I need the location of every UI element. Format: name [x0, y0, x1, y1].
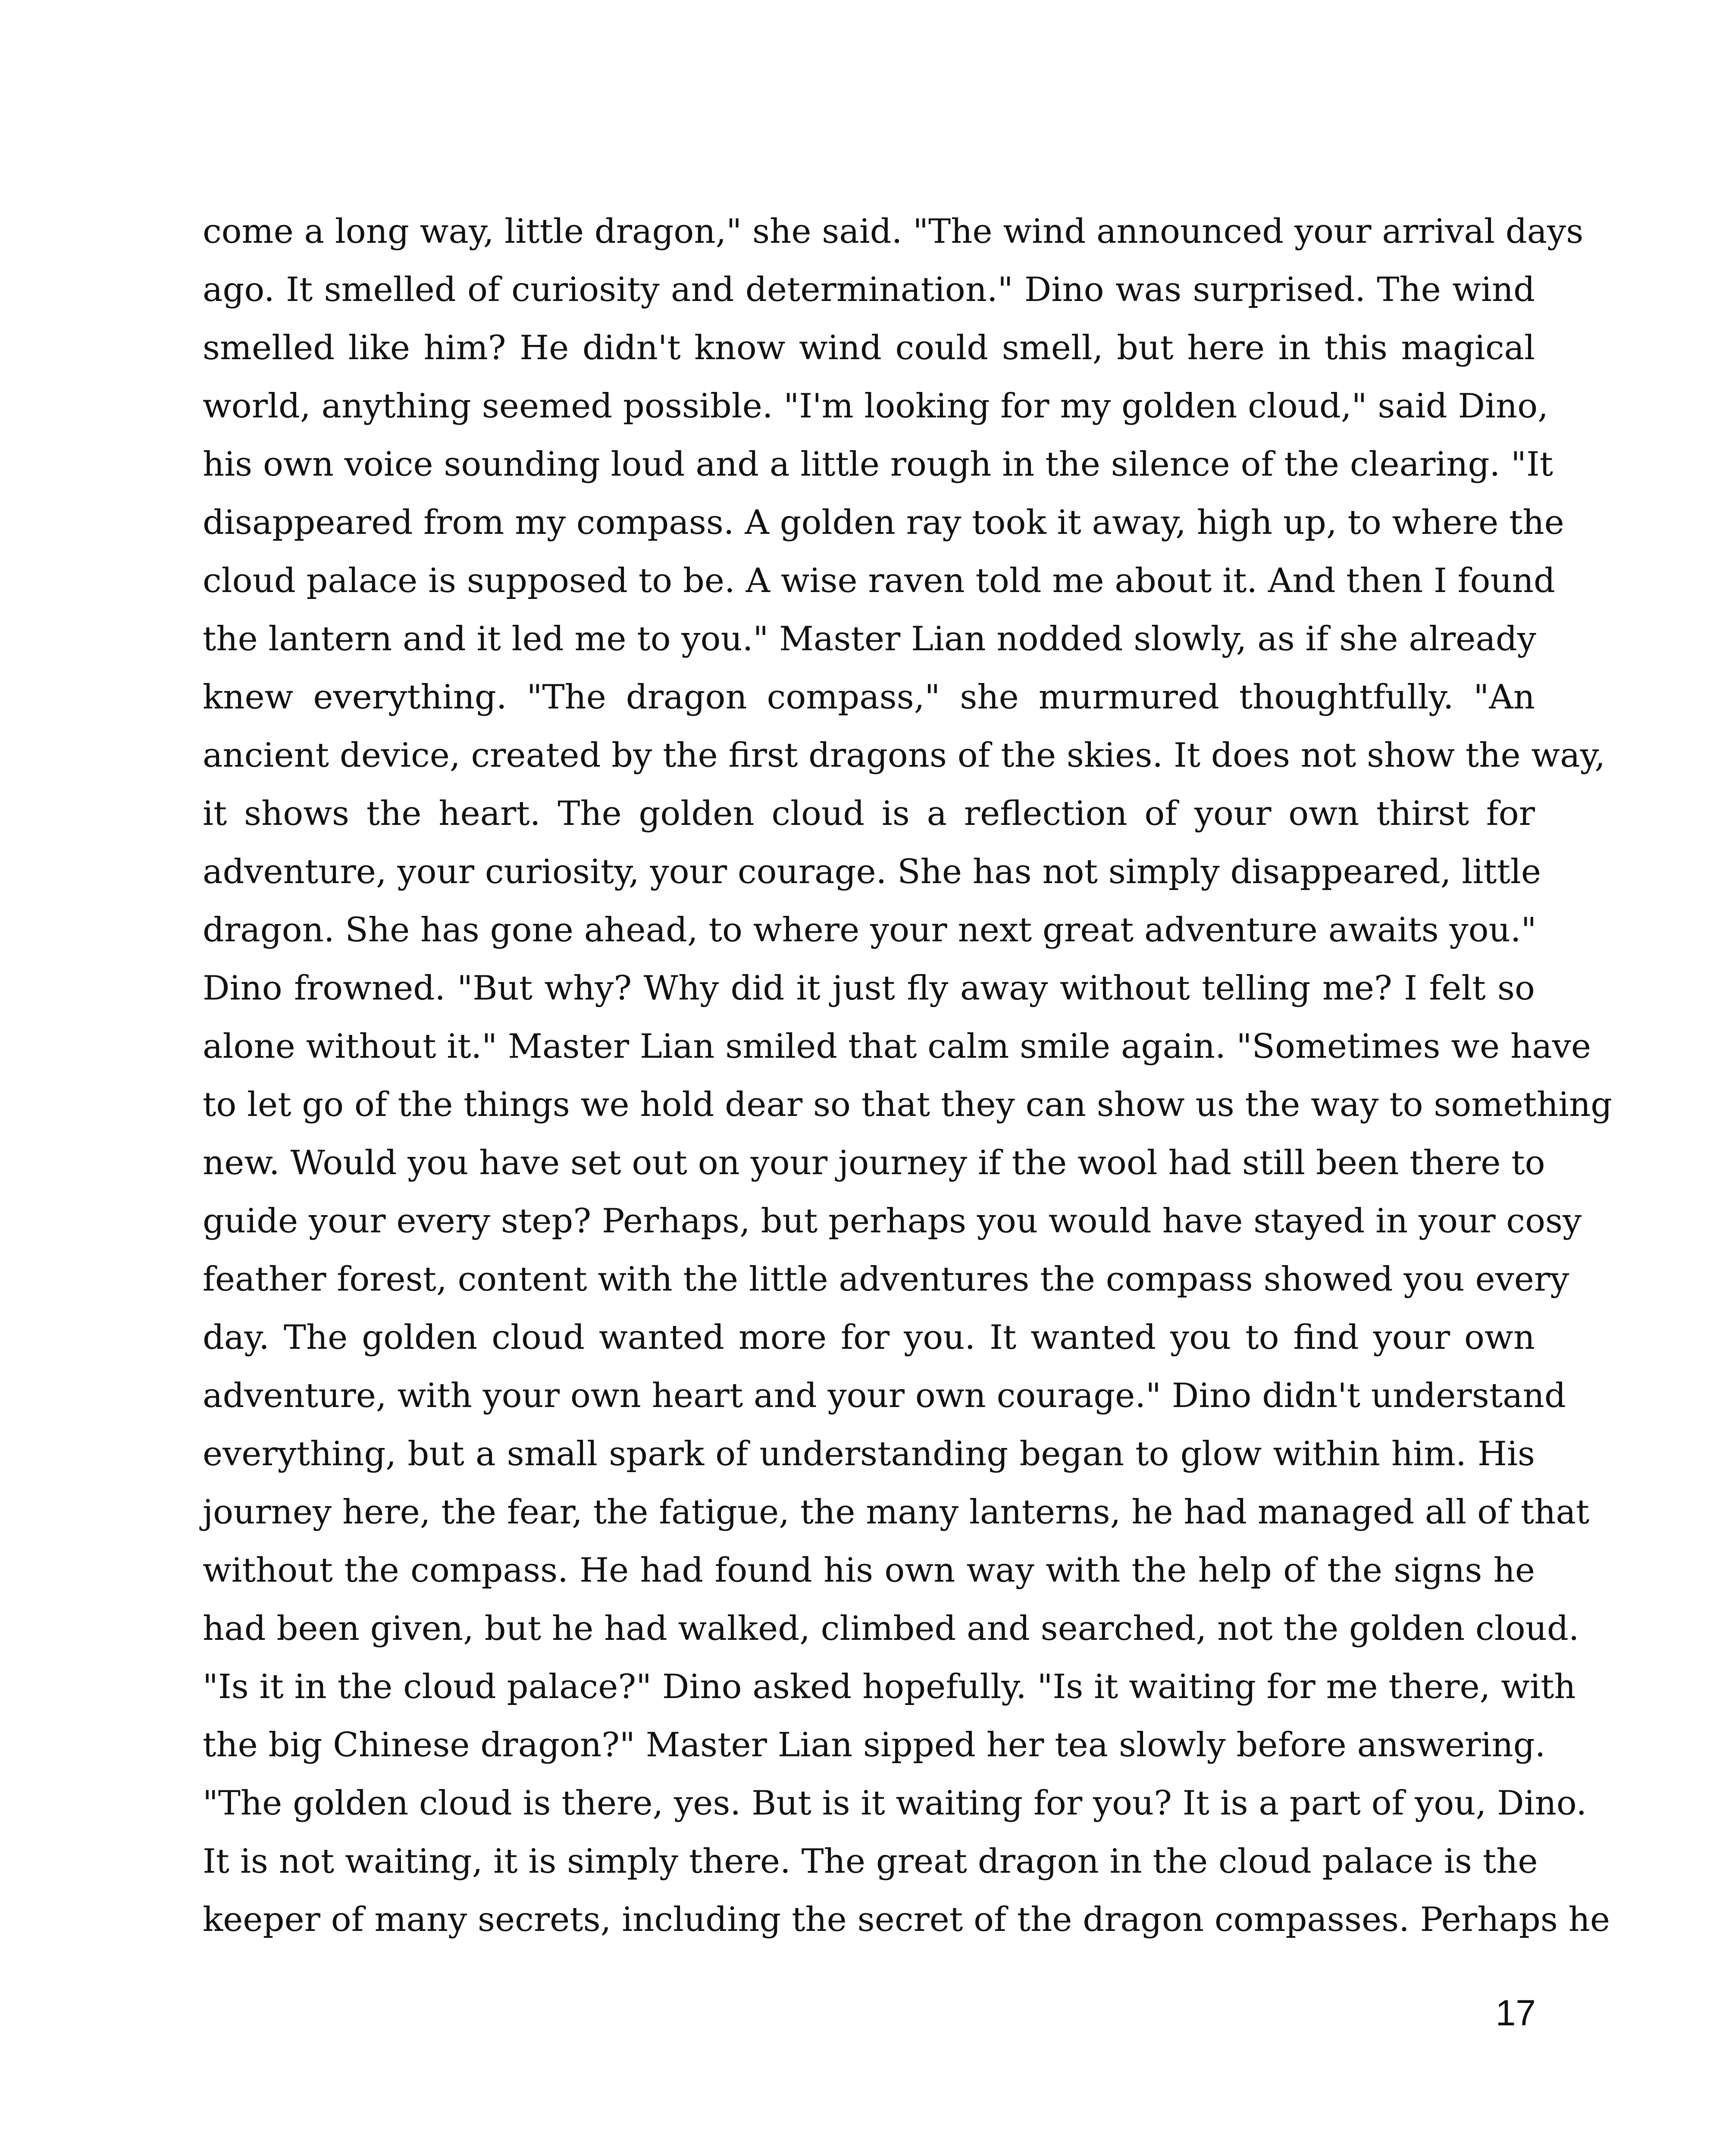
text-line: the lantern and it led me to you." Master Lian nodded slowly, as if she already: [203, 620, 1536, 658]
text-line: cloud palace is supposed to be. A wise raven told me about it. And then I found: [203, 561, 1555, 600]
text-line: come a long way, little dragon," she said. "The wind announced your arrival days: [203, 212, 1584, 251]
text-line: dragon. She has gone ahead, to where your next great adventure awaits you.": [203, 911, 1537, 950]
text-line: everything, but a small spark of understanding began to glow within him. His: [203, 1435, 1535, 1473]
text-line: ago. It smelled of curiosity and determination." Dino was surprised. The wind: [203, 270, 1535, 309]
text-line: new. Would you have set out on your journey if the wool had still been there to: [203, 1144, 1545, 1182]
text-line: the big Chinese dragon?" Master Lian sipped her tea slowly before answering.: [203, 1726, 1546, 1764]
text-line: world, anything seemed possible. "I'm looking for my golden cloud," said Dino,: [203, 387, 1548, 426]
text-line: guide your every step? Perhaps, but perhaps you would have stayed in your cosy: [203, 1202, 1582, 1241]
text-line: without the compass. He had found his own way with the help of the signs he: [203, 1551, 1535, 1590]
text-line: had been given, but he had walked, climbed and searched, not the golden cloud.: [203, 1609, 1579, 1648]
text-line: ancient device, created by the first dragons of the skies. It does not show the way,: [203, 736, 1606, 775]
text-line: his own voice sounding loud and a little rough in the silence of the clearing. "It: [203, 445, 1553, 484]
text-line: smelled like him? He didn't know wind could smell, but here in this magical: [203, 329, 1535, 367]
page-number: 17: [1495, 1993, 1536, 2033]
text-line: journey here, the fear, the fatigue, the many lanterns, he had managed all of that: [203, 1493, 1590, 1532]
text-line: knew everything. "The dragon compass," she murmured thoughtfully. "An: [203, 678, 1535, 717]
text-line: feather forest, content with the little adventures the compass showed you every: [203, 1260, 1569, 1299]
text-line: adventure, your curiosity, your courage. She has not simply disappeared, little: [203, 852, 1541, 891]
text-line: keeper of many secrets, including the secret of the dragon compasses. Perhaps he: [203, 1900, 1610, 1939]
text-line: alone without it." Master Lian smiled that calm smile again. "Sometimes we have: [203, 1027, 1591, 1066]
text-line: Dino frowned. "But why? Why did it just fly away without telling me? I felt so: [203, 969, 1535, 1008]
text-line: it shows the heart. The golden cloud is a reflection of your own thirst for: [203, 794, 1535, 833]
text-line: adventure, with your own heart and your own courage." Dino didn't understand: [203, 1376, 1566, 1415]
text-line: It is not waiting, it is simply there. The great dragon in the cloud palace is the: [203, 1842, 1538, 1881]
text-line: "The golden cloud is there, yes. But is it waiting for you? It is a part of you, Dino.: [203, 1784, 1587, 1823]
text-line: "Is it in the cloud palace?" Dino asked hopefully. "Is it waiting for me there, with: [203, 1667, 1576, 1706]
text-line: day. The golden cloud wanted more for you. It wanted you to find your own: [203, 1318, 1535, 1357]
text-line: disappeared from my compass. A golden ray took it away, high up, to where the: [203, 503, 1564, 542]
text-line: to let go of the things we hold dear so that they can show us the way to something: [203, 1085, 1613, 1124]
body-text: [203, 203, 1613, 1949]
